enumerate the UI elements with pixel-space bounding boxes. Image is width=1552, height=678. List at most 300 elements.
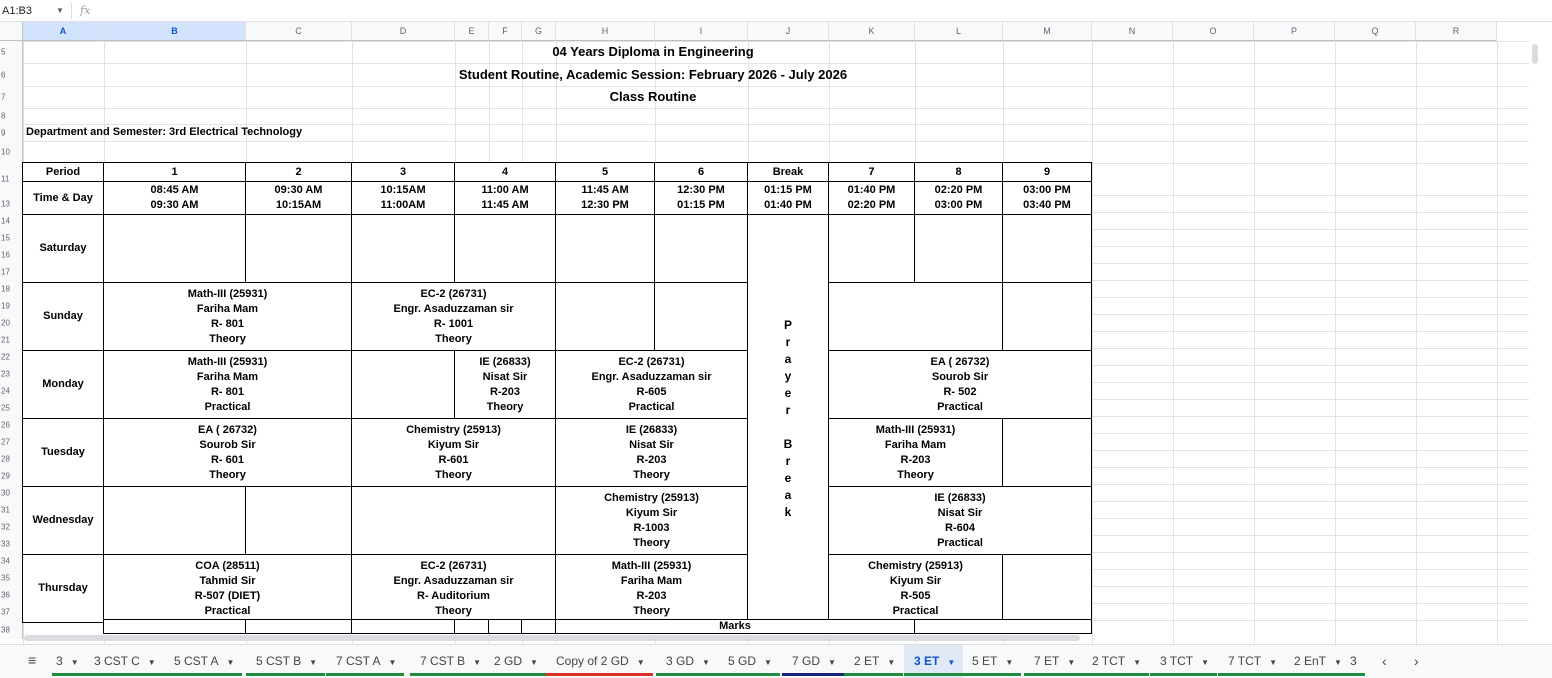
column-header-g[interactable]: G (522, 22, 556, 41)
row-number: 20 (1, 318, 10, 327)
time-7-cell[interactable] (828, 181, 915, 215)
period-7-cell[interactable] (828, 162, 915, 182)
class-cell-sun-math[interactable] (103, 282, 352, 351)
time-4-cell[interactable] (454, 181, 556, 215)
cell-text: Marks (719, 620, 751, 632)
row-number: 33 (1, 539, 10, 548)
sheet-tab[interactable] (1284, 645, 1350, 678)
row-header-23[interactable] (0, 365, 23, 382)
class-cell-mon-ec2[interactable] (555, 350, 748, 419)
row-number: 5 (1, 47, 6, 57)
day-thursday[interactable] (22, 554, 104, 623)
cell-text: Practical (937, 536, 983, 549)
cell-text: Fariha Mam (196, 370, 259, 383)
vertical-scrollbar[interactable] (1532, 44, 1538, 64)
row-header-30[interactable] (0, 484, 23, 501)
name-box[interactable]: A1:B3 (2, 5, 32, 17)
period-2-cell[interactable] (245, 162, 352, 182)
column-header-k[interactable]: K (829, 22, 915, 41)
row-header-14[interactable] (0, 212, 23, 229)
chevron-down-icon[interactable]: ▼ (764, 658, 772, 667)
cell-text: 09:30 AM (150, 199, 199, 211)
sheet-tab[interactable] (1218, 645, 1285, 678)
cell-text: y (784, 368, 792, 383)
column-header-a[interactable]: A (23, 22, 104, 41)
cell-text: 11:00AM (380, 199, 426, 211)
empty-cell[interactable] (654, 282, 748, 351)
class-cell-tue-ie[interactable] (555, 418, 748, 487)
class-cell-wed-chem[interactable] (555, 486, 748, 555)
row-header-17[interactable] (0, 263, 23, 280)
row-header-36[interactable] (0, 586, 23, 603)
class-cell-tue-chem[interactable] (351, 418, 556, 487)
sheet-tab-label: 3 GD (666, 654, 695, 668)
empty-cell[interactable] (828, 282, 1003, 351)
row-number: 37 (1, 607, 10, 616)
cell-text: Engr. Asaduzzaman sir (591, 370, 712, 383)
cell-text: Kiyum Sir (625, 506, 678, 519)
cell-text: Math-III (25931) (875, 423, 956, 436)
sheet-tab[interactable] (844, 645, 903, 678)
row-header-7[interactable] (0, 86, 23, 108)
empty-cell[interactable] (103, 214, 246, 283)
cell-text: Theory (486, 400, 524, 413)
tab-color-bar (962, 673, 1021, 676)
cell-text: R-1003 (633, 521, 670, 534)
period-3-cell[interactable] (351, 162, 455, 182)
sheet-tab[interactable] (962, 645, 1021, 678)
session-title[interactable]: Student Routine, Academic Session: February 2026 - July 2026 (458, 67, 848, 82)
row-header-24[interactable] (0, 382, 23, 399)
cell-text: Wednesday (32, 514, 94, 526)
row-header-16[interactable] (0, 246, 23, 263)
row-header-11[interactable] (0, 163, 23, 195)
empty-cell[interactable] (103, 486, 246, 555)
empty-cell[interactable] (351, 214, 455, 283)
period-5-cell[interactable] (555, 162, 655, 182)
chevron-down-icon[interactable]: ▼ (1201, 658, 1210, 667)
time-9-cell[interactable] (1002, 181, 1092, 215)
row-header-8[interactable] (0, 108, 23, 124)
tab-color-bar (1150, 673, 1217, 676)
cell-text: Math-III (25931) (611, 559, 692, 572)
cell-text: COA (28511) (195, 559, 260, 572)
row-header-28[interactable] (0, 450, 23, 467)
time-6-cell[interactable] (654, 181, 748, 215)
row-header-25[interactable] (0, 399, 23, 416)
cell-text: 4 (501, 165, 509, 178)
tab-color-bar (1024, 673, 1083, 676)
cell-text: 01:15 PM (764, 184, 812, 196)
sheet-grid[interactable] (0, 22, 1552, 644)
cell-text: 01:40 PM (764, 199, 812, 211)
empty-cell[interactable] (351, 350, 455, 419)
chevron-down-icon[interactable]: ▼ (887, 658, 896, 667)
chevron-right-icon[interactable]: › (1414, 653, 1419, 669)
column-header-f[interactable]: F (489, 22, 522, 41)
cell-text: 6 (697, 165, 705, 178)
class-cell-thu-math[interactable] (555, 554, 748, 623)
cell-text: e (784, 470, 792, 485)
cell-text: Sourob Sir (931, 370, 989, 383)
cell-text: r (785, 402, 791, 417)
sheet-tab-label: 5 GD (728, 654, 757, 668)
cell-text: Theory (633, 468, 670, 481)
row-header-35[interactable] (0, 569, 23, 586)
row-number: 30 (1, 488, 10, 497)
chevron-down-icon[interactable]: ▼ (1269, 658, 1278, 667)
column-header-m[interactable]: M (1003, 22, 1092, 41)
sheet-tab-label: 2 EnT (1294, 654, 1327, 668)
divider (71, 3, 72, 19)
all-sheets-menu-icon[interactable]: ≡ (28, 652, 37, 668)
marks-empty-cell[interactable] (103, 619, 246, 634)
tab-color-bar (164, 673, 242, 676)
row-number: 38 (1, 625, 10, 634)
column-header-h[interactable]: H (556, 22, 655, 41)
empty-cell[interactable] (1002, 214, 1092, 283)
cell-text: Break (772, 165, 804, 178)
empty-cell[interactable] (1002, 554, 1092, 623)
cell-text: a (784, 487, 792, 502)
cell-text: R-203 (490, 385, 520, 398)
row-header-22[interactable] (0, 348, 23, 365)
row-number: 31 (1, 505, 10, 514)
cell-text: Practical (204, 604, 251, 617)
sheet-tab[interactable] (84, 645, 164, 678)
column-header-i[interactable]: I (655, 22, 748, 41)
day-saturday[interactable] (22, 214, 104, 283)
cell-text: Saturday (39, 242, 87, 254)
routine-title[interactable]: Class Routine (609, 89, 697, 104)
chevron-down-icon[interactable]: ▼ (702, 658, 710, 667)
sheet-tab-label: 7 ET (1034, 654, 1060, 668)
cell-text: R- 601 (210, 453, 245, 466)
row-header-18[interactable] (0, 280, 23, 297)
row-number: 8 (1, 111, 6, 121)
cell-text: Math-III (25931) (187, 287, 268, 300)
row-header-21[interactable] (0, 331, 23, 348)
class-cell-mon-math[interactable] (103, 350, 352, 419)
column-header-r[interactable]: R (1416, 22, 1497, 41)
chevron-down-icon[interactable]: ▼ (226, 658, 235, 667)
cell-text: r (785, 334, 791, 349)
marks-empty-cell[interactable] (488, 619, 522, 634)
sheet-tab-label: 3 (56, 654, 63, 668)
sheet-tab-label: 3 (1350, 654, 1357, 668)
sheet-tab[interactable] (52, 645, 87, 678)
cell-text: Chemistry (25913) (406, 423, 501, 436)
row-header-6[interactable] (0, 63, 23, 86)
class-cell-thu-ec2[interactable] (351, 554, 556, 623)
column-header-d[interactable]: D (352, 22, 455, 41)
sheet-tab-label: 2 TCT (1092, 654, 1126, 668)
sheet-tab-label: 7 CST A (336, 654, 381, 668)
sheet-tab[interactable] (656, 645, 718, 678)
column-header-l[interactable]: L (915, 22, 1003, 41)
cell-text: P (783, 317, 792, 332)
sheet-title[interactable]: 04 Years Diploma in Engineering (552, 44, 754, 59)
cell-text: R-601 (438, 453, 469, 466)
period-4-cell[interactable] (454, 162, 556, 182)
cell-text: 12:30 PM (581, 199, 629, 211)
row-number: 36 (1, 590, 10, 599)
cell-text: Theory (897, 468, 934, 481)
cell-text: Theory (633, 604, 670, 617)
marks-empty-cell[interactable] (245, 619, 352, 634)
cell-text: e (784, 385, 792, 400)
class-cell-wed-ie[interactable] (828, 486, 1092, 555)
row-number: 23 (1, 369, 10, 378)
cell-text: 11:00 AM (481, 184, 529, 196)
sheet-tab[interactable] (164, 645, 242, 678)
cell-text: 02:20 PM (847, 199, 896, 211)
empty-cell[interactable] (245, 486, 352, 555)
row-header-26[interactable] (0, 416, 23, 433)
day-sunday[interactable] (22, 282, 104, 351)
sheet-tab-label: 7 CST B (420, 654, 466, 668)
row-number: 14 (1, 216, 10, 225)
column-header-n[interactable]: N (1092, 22, 1173, 41)
sheet-tab[interactable] (410, 645, 489, 678)
sheet-tab[interactable] (484, 645, 546, 678)
empty-cell[interactable] (1002, 282, 1092, 351)
cell-text: Theory (209, 332, 246, 345)
cell-text: 03:00 PM (1023, 184, 1071, 196)
period-6-cell[interactable] (654, 162, 748, 182)
row-number: 10 (1, 147, 10, 157)
row-number: 19 (1, 301, 10, 310)
tab-color-bar (326, 673, 404, 676)
row-header-33[interactable] (0, 535, 23, 552)
cell-text: a (784, 351, 792, 366)
time-2-cell[interactable] (245, 181, 352, 215)
row-number: 15 (1, 233, 10, 242)
sheet-tab[interactable] (904, 645, 963, 678)
sheet-tab-label: 2 ET (854, 654, 880, 668)
chevron-down-icon[interactable]: ▼ (388, 658, 397, 667)
row-header-13[interactable] (0, 195, 23, 212)
department-label[interactable]: Department and Semester: 3rd Electrical Technology (26, 126, 303, 138)
row-number: 22 (1, 352, 10, 361)
time-3-cell[interactable] (351, 181, 455, 215)
time-8-cell[interactable] (914, 181, 1003, 215)
cell-text: Sunday (43, 310, 83, 322)
chevron-down-icon[interactable]: ▼ (1067, 658, 1076, 667)
cell-text: R- 801 (210, 385, 245, 398)
cell-text: Chemistry (25913) (868, 559, 963, 572)
row-number: 35 (1, 573, 10, 582)
empty-cell[interactable] (914, 214, 1003, 283)
row-header-5[interactable] (0, 41, 23, 63)
cell-text: 5 (601, 165, 609, 178)
row-header-15[interactable] (0, 229, 23, 246)
chevron-down-icon[interactable]: ▼ (70, 658, 79, 667)
sheet-tab[interactable] (1150, 645, 1217, 678)
empty-cell[interactable] (828, 214, 915, 283)
column-header-c[interactable]: C (246, 22, 352, 41)
class-cell-mon-ea[interactable] (828, 350, 1092, 419)
time-day-label-cell[interactable] (22, 181, 104, 215)
row-number: 7 (1, 92, 6, 102)
column-header-e[interactable]: E (455, 22, 489, 41)
class-cell-tue-ea[interactable] (103, 418, 352, 487)
tab-color-bar (246, 673, 325, 676)
marks-empty-cell[interactable] (914, 619, 1092, 634)
sheet-tab-label: 3 ET (914, 654, 940, 668)
column-gridline (1416, 41, 1417, 644)
cell-text: Kiyum Sir (889, 574, 942, 587)
cell-text: B (783, 436, 793, 451)
row-header-37[interactable] (0, 603, 23, 620)
chevron-down-icon[interactable]: ▼ (147, 658, 156, 667)
tab-color-bar (656, 673, 718, 676)
prayer-break-cell[interactable] (747, 214, 829, 623)
cell-text: R-505 (900, 589, 931, 602)
class-cell-mon-ie[interactable] (454, 350, 556, 419)
chevron-down-icon[interactable]: ▼ (530, 658, 538, 667)
row-header-31[interactable] (0, 501, 23, 518)
row-header-27[interactable] (0, 433, 23, 450)
tab-color-bar (84, 673, 164, 676)
empty-cell[interactable] (555, 282, 655, 351)
column-gridline (1335, 41, 1336, 644)
cell-text: 01:15 PM (677, 199, 725, 211)
cell-text: R-203 (636, 453, 667, 466)
sheet-tab[interactable] (1082, 645, 1149, 678)
select-all-corner[interactable] (0, 22, 23, 41)
cell-text: Practical (892, 604, 939, 617)
empty-cell[interactable] (454, 214, 556, 283)
column-header-p[interactable]: P (1254, 22, 1335, 41)
period-9-cell[interactable] (1002, 162, 1092, 182)
sheet-tab[interactable] (546, 645, 653, 678)
marks-empty-cell[interactable] (521, 619, 556, 634)
cell-text: EA ( 26732) (198, 423, 257, 436)
column-header-o[interactable]: O (1173, 22, 1254, 41)
tab-color-bar (904, 673, 963, 676)
tab-color-bar (1218, 673, 1285, 676)
cell-text: Nisat Sir (937, 506, 983, 519)
row-number: 32 (1, 522, 10, 531)
marks-empty-cell[interactable] (351, 619, 455, 634)
class-cell-tue-math[interactable] (828, 418, 1003, 487)
marks-empty-cell[interactable] (454, 619, 489, 634)
cell-text: 7 (868, 165, 875, 178)
class-cell-thu-chem[interactable] (828, 554, 1003, 623)
row-number: 34 (1, 556, 10, 565)
cell-text: R-604 (945, 521, 975, 534)
sheet-tab-label: 5 ET (972, 654, 998, 668)
period-8-cell[interactable] (914, 162, 1003, 182)
cell-text: Theory (435, 468, 472, 481)
day-wednesday[interactable] (22, 486, 104, 555)
sheet-tab[interactable] (326, 645, 404, 678)
cell-text: Period (45, 165, 81, 178)
cell-text: 9 (1043, 165, 1051, 178)
chevron-down-icon[interactable]: ▼ (309, 658, 318, 667)
row-header-20[interactable] (0, 314, 23, 331)
sheet-tab[interactable] (782, 645, 844, 678)
row-header-10[interactable] (0, 141, 23, 163)
cell-text: k (784, 504, 792, 519)
sheet-tab-label: 5 CST B (256, 654, 302, 668)
period-1-cell[interactable] (103, 162, 246, 182)
day-monday[interactable] (22, 350, 104, 419)
time-break-cell[interactable] (747, 181, 829, 215)
period-break-cell[interactable] (747, 162, 829, 182)
chevron-down-icon[interactable]: ▼ (1133, 658, 1142, 667)
chevron-down-icon[interactable]: ▼ (473, 658, 482, 667)
sheet-tab[interactable] (1024, 645, 1083, 678)
column-header-b[interactable]: B (104, 22, 246, 41)
chevron-down-icon[interactable]: ▼ (947, 658, 956, 667)
cell-text: Fariha Mam (884, 438, 947, 451)
chevron-down-icon[interactable]: ▼ (828, 658, 836, 667)
sheet-tab[interactable] (718, 645, 780, 678)
row-header-9[interactable] (0, 124, 23, 141)
sheet-tab[interactable] (246, 645, 325, 678)
row-header-19[interactable] (0, 297, 23, 314)
empty-cell[interactable] (555, 214, 655, 283)
chevron-down-icon[interactable]: ▼ (636, 658, 645, 667)
sheet-tab[interactable] (1346, 645, 1365, 678)
chevron-down-icon[interactable]: ▼ (56, 6, 64, 15)
cell-text: IE (26833) (479, 355, 531, 368)
row-number: 28 (1, 454, 10, 463)
tab-color-bar (484, 673, 546, 676)
day-tuesday[interactable] (22, 418, 104, 487)
horizontal-scrollbar[interactable] (24, 635, 1080, 641)
row-header-32[interactable] (0, 518, 23, 535)
column-header-j[interactable]: J (748, 22, 829, 41)
sheet-tab-label: Copy of 2 GD (556, 654, 629, 668)
row-gridline (23, 141, 1529, 142)
sheet-tab-label: 3 TCT (1160, 654, 1194, 668)
row-header-38[interactable] (0, 620, 23, 639)
tab-color-bar (1346, 673, 1365, 676)
empty-cell[interactable] (245, 214, 352, 283)
chevron-down-icon[interactable]: ▼ (1334, 658, 1342, 667)
marks-label-cell[interactable] (555, 619, 915, 634)
row-header-29[interactable] (0, 467, 23, 484)
empty-cell[interactable] (351, 486, 556, 555)
sheet-tab-label: 2 GD (494, 654, 523, 668)
chevron-left-icon[interactable]: ‹ (1382, 653, 1387, 669)
period-label-cell[interactable] (22, 162, 104, 182)
cell-text: Engr. Asaduzzaman sir (393, 302, 514, 315)
class-cell-sun-ec2[interactable] (351, 282, 556, 351)
cell-text: EC-2 (26731) (420, 559, 487, 572)
row-number: 27 (1, 437, 10, 446)
row-gridline (23, 108, 1529, 109)
cell-text: Engr. Asaduzzaman sir (393, 574, 514, 587)
empty-cell[interactable] (654, 214, 748, 283)
row-header-34[interactable] (0, 552, 23, 569)
chevron-down-icon[interactable]: ▼ (1005, 658, 1014, 667)
row-number: 26 (1, 420, 10, 429)
empty-cell[interactable] (1002, 418, 1092, 487)
time-1-cell[interactable] (103, 181, 246, 215)
class-cell-thu-coa[interactable] (103, 554, 352, 623)
time-5-cell[interactable] (555, 181, 655, 215)
column-header-q[interactable]: Q (1335, 22, 1416, 41)
cell-text: 12:30 PM (677, 184, 725, 196)
cell-text: R-203 (900, 453, 931, 466)
cell-text: Theory (435, 332, 472, 345)
sheet-tab-bar (0, 644, 1552, 678)
cell-text: EC-2 (26731) (420, 287, 487, 300)
